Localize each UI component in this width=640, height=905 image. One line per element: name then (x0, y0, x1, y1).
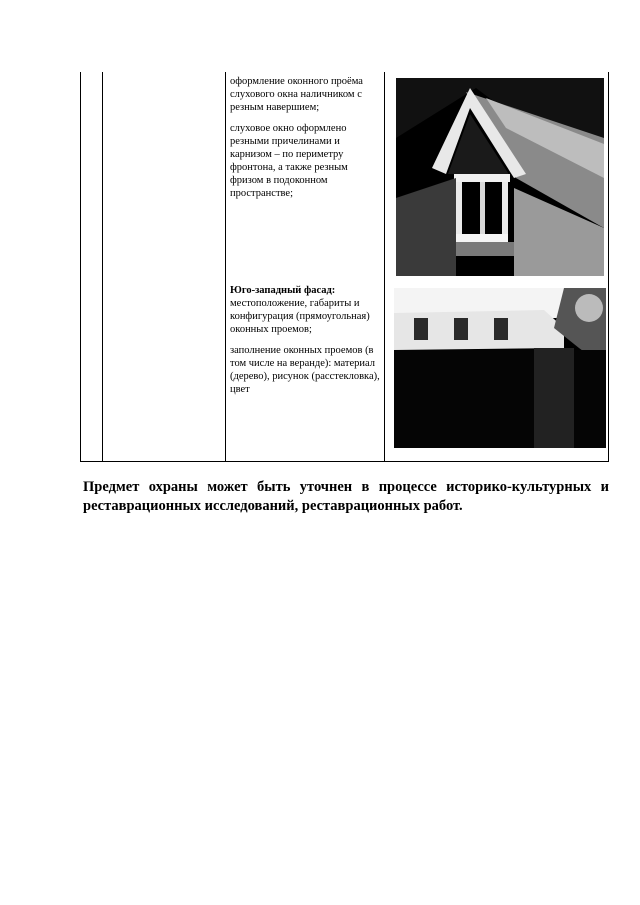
table-divider-3 (384, 72, 385, 462)
row1-description (230, 75, 380, 208)
southwest-facade-photo (394, 288, 606, 448)
table-border-left (80, 72, 81, 462)
table-divider-2 (225, 72, 226, 462)
dormer-window-image (396, 78, 604, 276)
row2-paragraph-2: заполнение оконных проемов (в том числе на веранде): материал (дерево), рисунок (расстекловка), цвет (230, 345, 380, 395)
row1-paragraph-2: слуховое окно оформлено резными причелинами и карнизом – по периметру фронтона, а также резным фризом в подоконном пространстве; (230, 123, 348, 199)
dormer-window-photo (396, 78, 604, 276)
protection-table (80, 72, 609, 462)
table-border-bottom (80, 461, 609, 462)
row2-description (230, 284, 380, 404)
table-divider-1 (102, 72, 103, 462)
row2-paragraph-1: местоположение, габариты и конфигурация (прямоугольная) оконных проемов; (230, 298, 370, 335)
facade-image (394, 288, 606, 448)
table-border-right (608, 72, 609, 462)
row2-heading: Юго-западный фасад: (230, 285, 336, 296)
footer-note: Предмет охраны может быть уточнен в процессе историко-культурных и реставрационных исследований, реставрационных работ. (83, 479, 609, 514)
row1-paragraph-1: оформление оконного проёма слухового окна наличником с резным навершием; (230, 76, 363, 113)
